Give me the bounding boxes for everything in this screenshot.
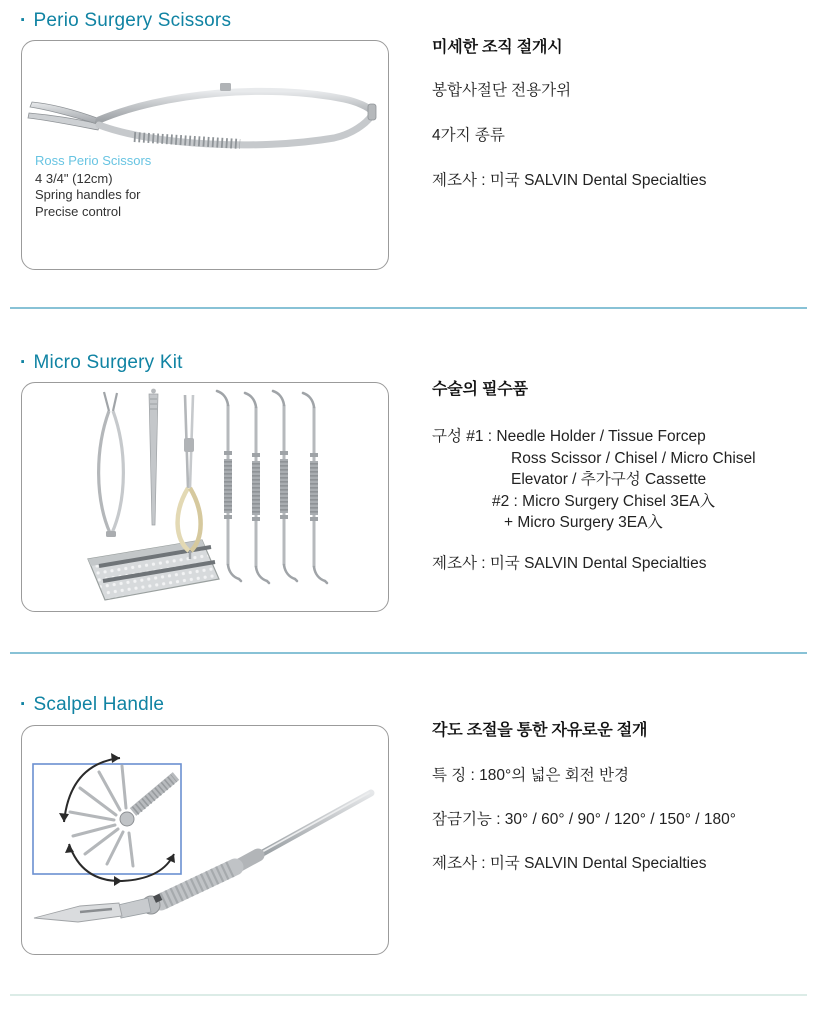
section-title-scalpel-handle [20,694,164,716]
details-line: 4가지 종류 [432,127,505,144]
section-title-perio-surgery-scissors [20,10,231,32]
product-image-card-scalpel-handle [21,725,389,955]
details-scalpel-handle [432,721,812,898]
config-line-2: Ross Scissor / Chisel / Micro Chisel [511,449,756,467]
details-heading: 각도 조절을 통한 자유로운 절개 [432,722,648,739]
product-caption-size: 4 3/4" (12cm) [35,170,113,186]
bullet-icon: · [20,10,27,31]
bullet-icon: · [20,694,27,715]
manufacturer-line: 제조사 : 미국 SALVIN Dental Specialties [432,554,707,572]
section-title-micro-surgery-kit [20,352,183,374]
page-bottom-divider [10,994,807,996]
micro-surgery-kit-photo [22,383,388,609]
config-line-5: + Micro Surgery 3EA入 [504,514,663,531]
feature-line: 특 징 : 180°의 넓은 회전 반경 [432,767,629,784]
details-perio-surgery-scissors [432,38,812,216]
manufacturer-line: 제조사 : 미국 SALVIN Dental Specialties [432,172,707,189]
product-image-card-perio-scissors [21,40,389,270]
config-line-4: #2 : Micro Surgery Chisel 3EA入 [492,492,716,510]
section-divider [10,307,807,309]
product-caption-feature-1: Spring handles for [35,187,141,202]
product-image-card-micro-surgery-kit [21,382,389,612]
details-heading: 수술의 필수품 [432,381,528,398]
scalpel-handle-photo [22,726,388,954]
section-title-text: Scalpel Handle [33,694,165,715]
section-title-text: Perio Surgery Scissors [33,10,232,31]
details-line: 봉합사절단 전용가위 [432,82,572,99]
section-divider [10,652,807,654]
details-heading: 미세한 조직 절개시 [432,39,563,56]
config-line-1: 구성 #1 : Needle Holder / Tissue Forcep [432,428,706,445]
product-caption [35,153,151,220]
product-caption-name: Ross Perio Scissors [35,153,152,168]
product-caption-feature-2: Precise control [35,203,121,219]
manufacturer-line: 제조사 : 미국 SALVIN Dental Specialties [432,855,707,872]
kit-configuration [432,426,812,534]
section-title-text: Micro Surgery Kit [33,352,183,373]
details-micro-surgery-kit [432,380,812,574]
config-line-3: Elevator / 추가구성 Cassette [511,471,707,488]
lock-function-line: 잠금기능 : 30° / 60° / 90° / 120° / 150° / 180° [432,811,736,828]
bullet-icon: · [20,352,27,373]
